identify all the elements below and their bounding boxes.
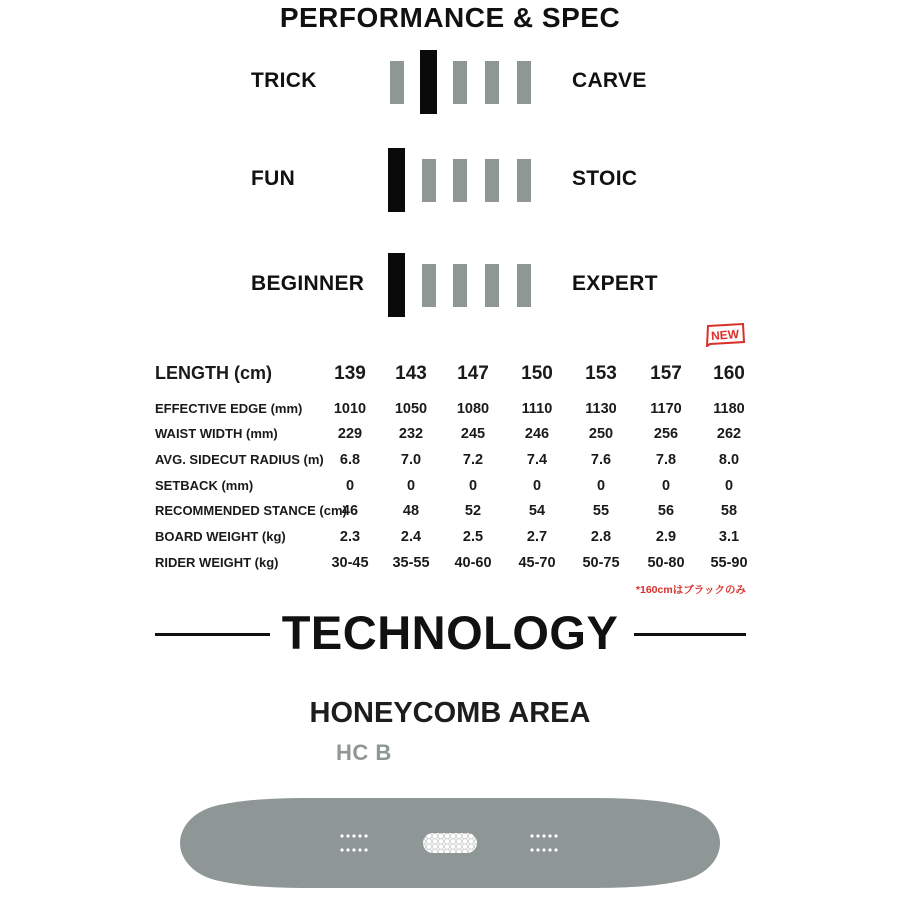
spec-label: AVG. SIDECUT RADIUS (m) bbox=[155, 452, 324, 467]
spec-value: 256 bbox=[653, 426, 679, 442]
spec-row bbox=[155, 503, 755, 523]
spec-label: BOARD WEIGHT (kg) bbox=[155, 529, 286, 544]
spec-value: 52 bbox=[464, 503, 482, 519]
spec-value: 55 bbox=[592, 503, 610, 519]
spec-value: 45-70 bbox=[518, 555, 556, 571]
spec-value: 2.3 bbox=[339, 529, 361, 545]
spec-value: 54 bbox=[528, 503, 546, 519]
scale-segment bbox=[422, 159, 436, 202]
length-value: 147 bbox=[457, 363, 489, 384]
spec-row bbox=[155, 401, 755, 421]
spec-value: 2.8 bbox=[590, 529, 612, 545]
spec-value: 7.0 bbox=[400, 452, 422, 468]
spec-label: EFFECTIVE EDGE (mm) bbox=[155, 401, 303, 416]
length-value: 153 bbox=[585, 363, 617, 384]
spec-value: 250 bbox=[588, 426, 614, 442]
footnote: *160cmはブラックのみ bbox=[635, 584, 746, 596]
scale-right-label: CARVE bbox=[572, 69, 647, 92]
scale-segment bbox=[517, 264, 531, 307]
spec-label: SETBACK (mm) bbox=[155, 478, 254, 493]
spec-value: 48 bbox=[402, 503, 420, 519]
spec-label: LENGTH (cm) bbox=[155, 363, 272, 383]
spec-value: 0 bbox=[532, 478, 542, 494]
scale-left-label: FUN bbox=[251, 167, 296, 190]
spec-value: 6.8 bbox=[339, 452, 361, 468]
spec-value: 262 bbox=[716, 426, 742, 442]
length-value: 150 bbox=[521, 363, 553, 384]
performance-title: PERFORMANCE & SPEC bbox=[279, 2, 621, 33]
spec-value: 0 bbox=[345, 478, 355, 494]
length-value: 157 bbox=[650, 363, 682, 384]
spec-value: 30-45 bbox=[331, 555, 369, 571]
spec-value: 1010 bbox=[333, 401, 367, 417]
honeycomb-title: HONEYCOMB AREA bbox=[309, 697, 591, 729]
spec-value: 0 bbox=[596, 478, 606, 494]
scale-segment bbox=[485, 264, 499, 307]
spec-row bbox=[155, 478, 755, 498]
length-value: 139 bbox=[334, 363, 366, 384]
spec-value: 50-75 bbox=[582, 555, 620, 571]
honeycomb-area bbox=[423, 833, 477, 853]
spec-value: 56 bbox=[657, 503, 675, 519]
technology-title: TECHNOLOGY bbox=[281, 606, 619, 659]
spec-row bbox=[155, 452, 755, 472]
spec-label: RIDER WEIGHT (kg) bbox=[155, 555, 279, 570]
scale-segment bbox=[485, 61, 499, 104]
scale-left-label: BEGINNER bbox=[251, 272, 365, 295]
spec-label: RECOMMENDED STANCE (cm) bbox=[155, 503, 347, 518]
spec-value: 35-55 bbox=[392, 555, 430, 571]
scale-segment bbox=[422, 264, 436, 307]
spec-value: 229 bbox=[337, 426, 363, 442]
scale-segment bbox=[453, 159, 467, 202]
spec-value: 7.8 bbox=[655, 452, 677, 468]
spec-value: 40-60 bbox=[454, 555, 492, 571]
spec-value: 0 bbox=[724, 478, 734, 494]
spec-value: 1180 bbox=[713, 401, 745, 417]
scale-segment bbox=[517, 159, 531, 202]
spec-value: 50-80 bbox=[647, 555, 685, 571]
scale-segment bbox=[517, 61, 531, 104]
spec-header-row bbox=[155, 363, 755, 383]
scale-indicator-active bbox=[388, 148, 405, 212]
spec-row bbox=[155, 555, 755, 575]
spec-value: 0 bbox=[468, 478, 478, 494]
spec-value: 8.0 bbox=[718, 452, 740, 468]
spec-value: 1170 bbox=[650, 401, 682, 417]
spec-value: 246 bbox=[524, 426, 550, 442]
length-value: 160 bbox=[713, 363, 745, 384]
new-badge-label: NEW bbox=[710, 327, 740, 343]
snowboard-illustration bbox=[180, 792, 720, 894]
length-value: 143 bbox=[395, 363, 427, 384]
scale-segment bbox=[453, 264, 467, 307]
spec-value: 2.7 bbox=[526, 529, 548, 545]
spec-value: 3.1 bbox=[718, 529, 740, 545]
spec-value: 1050 bbox=[394, 401, 428, 417]
spec-value: 0 bbox=[406, 478, 416, 494]
scale-right-label: EXPERT bbox=[572, 272, 658, 295]
spec-value: 2.9 bbox=[655, 529, 677, 545]
scale-left-label: TRICK bbox=[251, 69, 317, 92]
new-badge bbox=[704, 323, 746, 347]
spec-value: 7.4 bbox=[526, 452, 548, 468]
scale-segment bbox=[485, 159, 499, 202]
spec-value: 232 bbox=[398, 426, 424, 442]
spec-value: 1130 bbox=[585, 401, 617, 417]
scale-segment bbox=[453, 61, 467, 104]
spec-value: 46 bbox=[341, 503, 359, 519]
spec-value: 7.2 bbox=[462, 452, 484, 468]
scale-indicator-active bbox=[388, 253, 405, 317]
scale-indicator-active bbox=[420, 50, 437, 114]
spec-value: 1110 bbox=[521, 401, 553, 417]
spec-value: 7.6 bbox=[590, 452, 612, 468]
spec-value: 1080 bbox=[456, 401, 490, 417]
spec-value: 0 bbox=[661, 478, 671, 494]
honeycomb-code: HC B bbox=[336, 740, 392, 765]
spec-row bbox=[155, 426, 755, 446]
spec-label: WAIST WIDTH (mm) bbox=[155, 426, 278, 441]
spec-value: 2.4 bbox=[400, 529, 422, 545]
scale-segment bbox=[390, 61, 404, 104]
spec-value: 58 bbox=[720, 503, 738, 519]
spec-value: 245 bbox=[460, 426, 486, 442]
spec-value: 2.5 bbox=[462, 529, 484, 545]
scale-right-label: STOIC bbox=[572, 167, 638, 190]
spec-value: 55-90 bbox=[710, 555, 748, 571]
spec-row bbox=[155, 529, 755, 549]
